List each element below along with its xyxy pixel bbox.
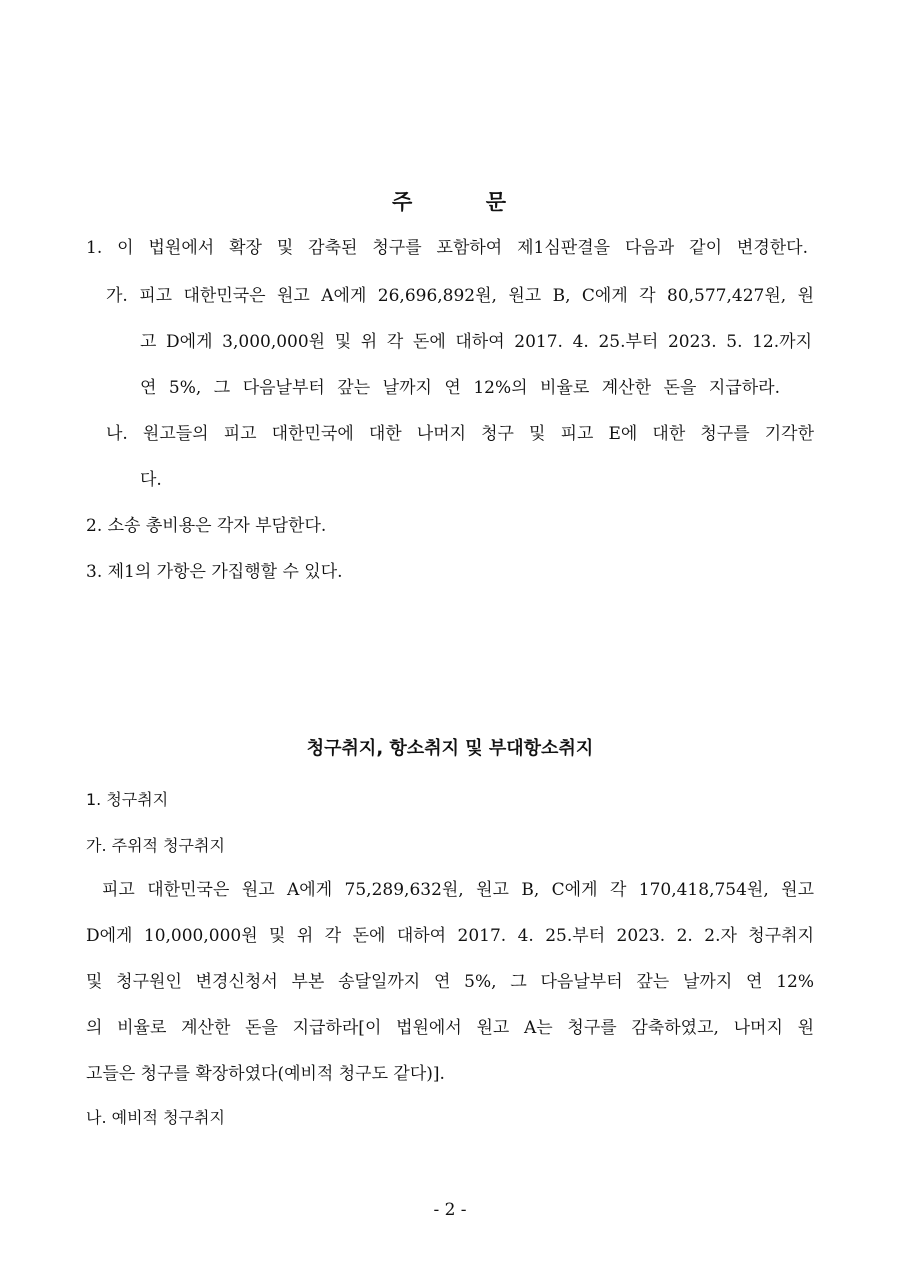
claims-paragraph-line-4: 의 비율로 계산한 돈을 지급하라[이 법원에서 원고 A는 청구를 감축하였고, 나머지 원 (86, 1018, 814, 1038)
claims-sub-1-na: 나. 예비적 청구취지 (86, 1108, 225, 1127)
claims-sub-1: 1. 청구취지 (86, 790, 169, 809)
ruling-heading (392, 188, 506, 216)
ruling-item-3: 3. 제1의 가항은 가집행할 수 있다. (86, 562, 343, 582)
ruling-item-1-ga-line-1: 가. 피고 대한민국은 원고 A에게 26,696,892원, 원고 B, C에게 각 80,577,427원, 원 (106, 286, 814, 306)
ruling-item-1-na-line-2: 다. (140, 470, 162, 490)
claims-paragraph-line-3: 및 청구원인 변경신청서 부본 송달일까지 연 5%, 그 다음날부터 갚는 날까지 연 12% (86, 972, 814, 992)
ruling-item-1: 1. 이 법원에서 확장 및 감축된 청구를 포함하여 제1심판결을 다음과 같이 변경한다. (86, 238, 808, 258)
ruling-heading-right: 문 (485, 190, 506, 214)
claims-paragraph-line-5: 고들은 청구를 확장하였다(예비적 청구도 같다)]. (86, 1064, 445, 1084)
claims-paragraph-line-1: 피고 대한민국은 원고 A에게 75,289,632원, 원고 B, C에게 각 170,418,754원, 원고 (102, 880, 814, 900)
claims-sub-1-ga: 가. 주위적 청구취지 (86, 836, 225, 855)
ruling-item-1-na-line-1: 나. 원고들의 피고 대한민국에 대한 나머지 청구 및 피고 E에 대한 청구를 기각한 (106, 424, 814, 444)
ruling-item-2: 2. 소송 총비용은 각자 부담한다. (86, 516, 327, 536)
claims-paragraph-line-2: D에게 10,000,000원 및 위 각 돈에 대하여 2017. 4. 25.부터 2023. 2. 2.자 청구취지 (86, 926, 814, 946)
claims-heading: 청구취지, 항소취지 및 부대항소취지 (306, 738, 594, 759)
ruling-item-1-ga-line-2: 고 D에게 3,000,000원 및 위 각 돈에 대하여 2017. 4. 25.부터 2023. 5. 12.까지 (140, 332, 812, 352)
ruling-item-1-ga-line-3: 연 5%, 그 다음날부터 갚는 날까지 연 12%의 비율로 계산한 돈을 지급하라. (140, 378, 780, 398)
page-number: - 2 - (433, 1200, 467, 1220)
ruling-heading-left: 주 (392, 190, 413, 214)
